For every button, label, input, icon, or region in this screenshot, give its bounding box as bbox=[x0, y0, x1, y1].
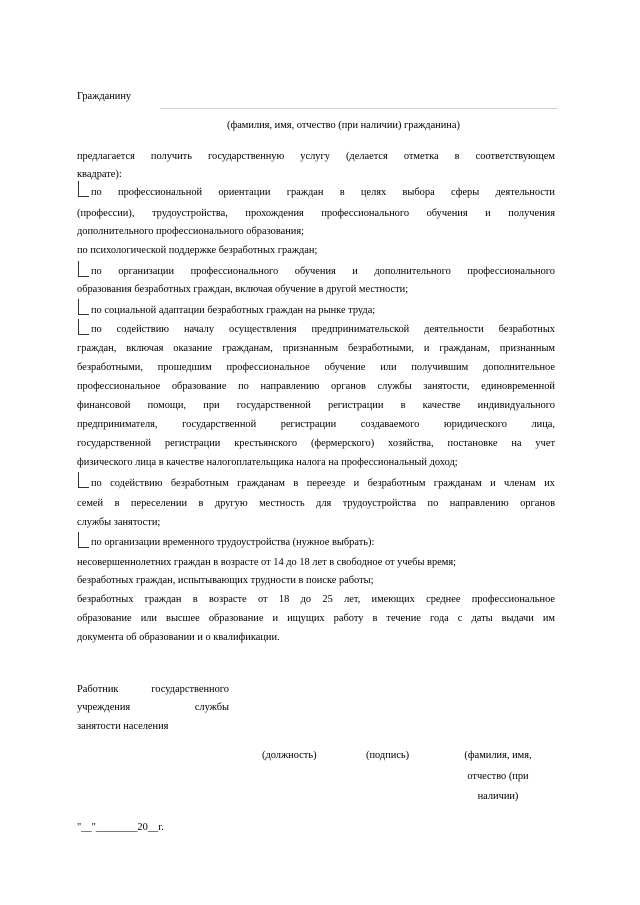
worker-label: занятости населения bbox=[77, 721, 169, 732]
service-checkbox-entrepreneurship[interactable] bbox=[78, 319, 89, 335]
date-field[interactable]: "__"________20__г. bbox=[77, 822, 164, 833]
service-text: по профессиональной ориентации граждан в целях выбора сферы деятельности bbox=[91, 187, 555, 198]
temporary-employment-option[interactable]: образование или высшее образование и ищущих работу в течение года с даты выдачи им bbox=[77, 613, 555, 624]
service-text: по социальной адаптации безработных граждан на рынке труда; bbox=[91, 305, 376, 316]
service-text: службы занятости; bbox=[77, 517, 161, 528]
service-text: физического лица в качестве налогоплательщика налога на профессиональный доход; bbox=[77, 457, 458, 468]
service-text: образования безработных граждан, включая обучение в другой местности; bbox=[77, 284, 409, 295]
service-text: по организации профессионального обучения и дополнительного профессионального bbox=[91, 266, 555, 277]
service-checkbox-social-adaptation[interactable] bbox=[78, 299, 89, 315]
signature-caption: (подпись) bbox=[366, 750, 410, 761]
worker-name-caption: (фамилия, имя, bbox=[464, 750, 532, 761]
service-text: государственной регистрации крестьянского (фермерского) хозяйства, постановке на учет bbox=[77, 438, 555, 449]
service-checkbox-temporary-employment[interactable] bbox=[78, 532, 89, 548]
citizen-name-caption: (фамилия, имя, отчество (при наличии) гражданина) bbox=[227, 120, 460, 131]
worker-label: учреждения службы bbox=[77, 702, 229, 713]
service-text: по содействию началу осуществления предпринимательской деятельности безработных bbox=[91, 324, 555, 335]
service-text: финансовой помощи, при государственной регистрации в качестве индивидуального bbox=[77, 400, 555, 411]
worker-label: Работник государственного bbox=[77, 684, 229, 695]
worker-name-caption: отчество (при bbox=[467, 771, 529, 782]
citizen-name-line[interactable] bbox=[160, 108, 558, 109]
intro-line: квадрате): bbox=[77, 169, 122, 180]
service-text: по содействию безработным гражданам в переезде и безработным гражданам и членам их bbox=[91, 478, 555, 489]
service-text: предпринимателя, государственной регистрации создаваемого юридического лица, bbox=[77, 419, 555, 430]
service-checkbox-vocational-training[interactable] bbox=[78, 261, 89, 277]
temporary-employment-option[interactable]: документа об образовании и о квалификации. bbox=[77, 632, 280, 643]
service-text: семей в переселении в другую местность для трудоустройства по направлению органов bbox=[77, 498, 555, 509]
temporary-employment-option[interactable]: несовершеннолетних граждан в возрасте от 14 до 18 лет в свободное от учебы время; bbox=[77, 557, 456, 568]
service-text: граждан, включая оказание гражданам, признанным безработными, и гражданам, признанным bbox=[77, 343, 555, 354]
service-text: безработными, прошедшим профессиональное обучение или получившим дополнительное bbox=[77, 362, 555, 373]
service-text: дополнительного профессионального образования; bbox=[77, 226, 305, 237]
service-text: профессиональное образование по направлению органов службы занятости, единовременной bbox=[77, 381, 555, 392]
addressee-label: Гражданину bbox=[77, 91, 132, 102]
service-text-psychological-support: по психологической поддержке безработных граждан; bbox=[77, 245, 318, 256]
temporary-employment-option[interactable]: безработных граждан, испытывающих трудности в поиске работы; bbox=[77, 575, 374, 586]
temporary-employment-option[interactable]: безработных граждан в возрасте от 18 до 25 лет, имеющих среднее профессиональное bbox=[77, 594, 555, 605]
service-checkbox-career-guidance[interactable] bbox=[78, 181, 89, 197]
position-caption: (должность) bbox=[262, 750, 317, 761]
service-text: (профессии), трудоустройства, прохождения профессионального обучения и получения bbox=[77, 208, 555, 219]
service-checkbox-relocation[interactable] bbox=[78, 472, 89, 488]
worker-name-caption: наличии) bbox=[477, 791, 519, 802]
intro-line: предлагается получить государственную услугу (делается отметка в соответствующем bbox=[77, 151, 555, 162]
service-text: по организации временного трудоустройства (нужное выбрать): bbox=[91, 537, 375, 548]
